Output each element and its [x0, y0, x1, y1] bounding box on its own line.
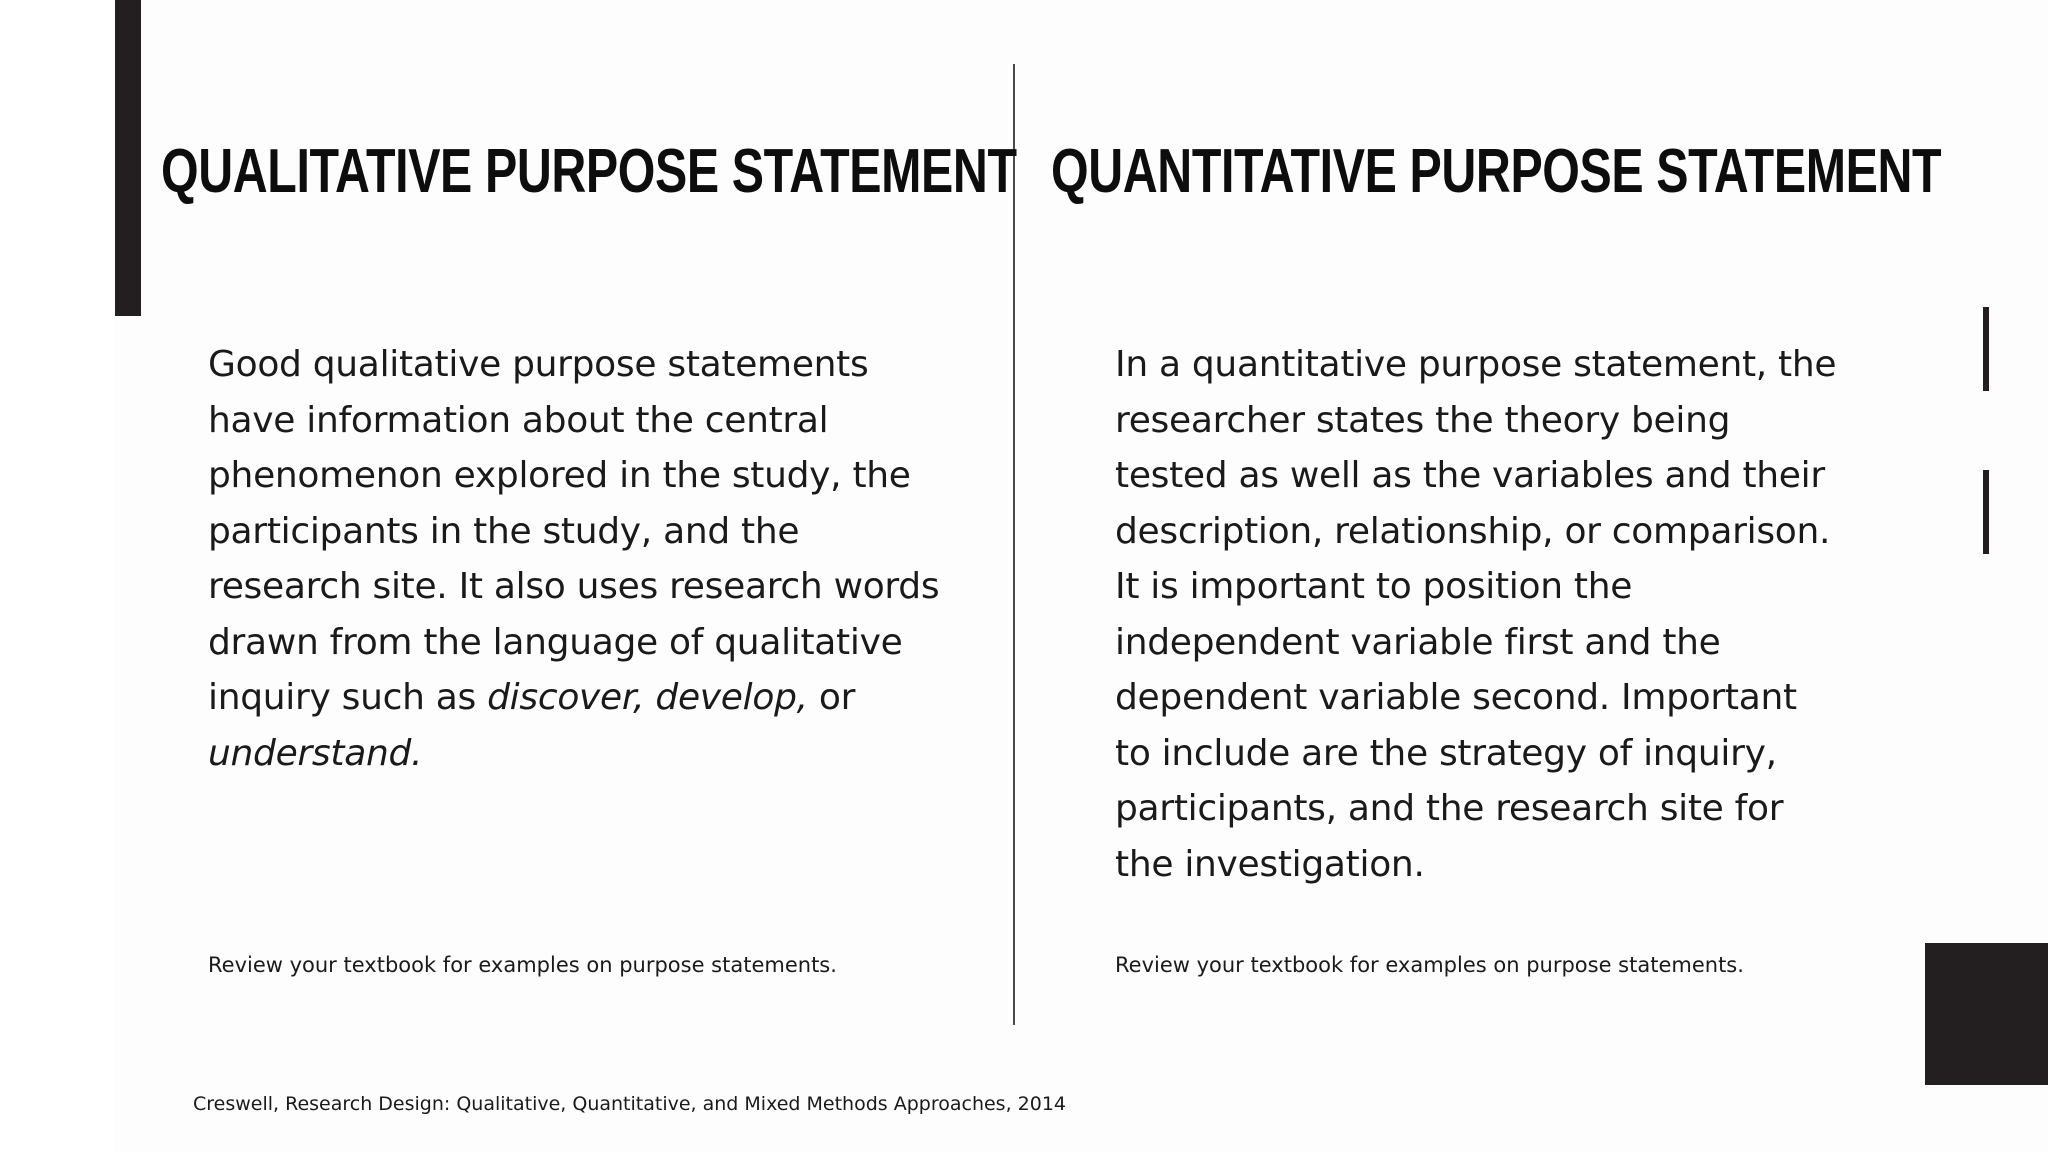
source-citation: Creswell, Research Design: Qualitative, Quantitative, and Mixed Methods Approaches, 2014 — [193, 1093, 1067, 1115]
qualitative-body-line — [208, 670, 968, 726]
qualitative-body-line: participants in the study, and the — [208, 510, 800, 552]
qualitative-line7-prefix: inquiry such as — [208, 677, 488, 718]
quantitative-body-line: In a quantitative purpose statement, the — [1115, 344, 1837, 385]
qualitative-body-line: research site. It also uses research words — [208, 566, 940, 607]
quantitative-body-line: tested as well as the variables and their — [1115, 455, 1825, 496]
qualitative-body — [208, 337, 968, 781]
quantitative-body-line: dependent variable second. Important — [1115, 677, 1797, 718]
quantitative-review-note: Review your textbook for examples on purpose statements. — [1115, 953, 1744, 977]
quantitative-body-line: the investigation. — [1115, 843, 1425, 885]
right-tick-mark-bottom — [1983, 470, 1989, 554]
qualitative-body-line: have information about the central — [208, 399, 829, 441]
qualitative-line7-suffix: or — [807, 677, 856, 718]
quantitative-body-line: to include are the strategy of inquiry, — [1115, 732, 1777, 774]
quantitative-body-line: independent variable first and the — [1115, 621, 1721, 663]
right-tick-mark-top — [1983, 307, 1989, 391]
qualitative-example-word-understand: understand. — [208, 732, 423, 774]
qualitative-review-note: Review your textbook for examples on purpose statements. — [208, 953, 837, 977]
qualitative-body-line: phenomenon explored in the study, the — [208, 455, 911, 496]
quantitative-body-line: researcher states the theory being — [1115, 399, 1731, 441]
quantitative-heading: QUANTITATIVE PURPOSE STATEMENT — [1051, 137, 1942, 206]
left-accent-bar — [115, 0, 141, 316]
quantitative-body — [1115, 337, 1875, 892]
bottom-right-accent-block — [1925, 943, 2048, 1085]
qualitative-body-line — [208, 726, 968, 782]
quantitative-body-line: participants, and the research site for — [1115, 788, 1784, 829]
qualitative-heading: QUALITATIVE PURPOSE STATEMENT — [161, 137, 1017, 206]
quantitative-body-line: It is important to position the — [1115, 566, 1633, 607]
qualitative-example-words: discover, develop, — [487, 677, 808, 718]
quantitative-body-line: description, relationship, or comparison. — [1115, 510, 1831, 552]
qualitative-body-line: drawn from the language of qualitative — [208, 621, 903, 663]
qualitative-body-line: Good qualitative purpose statements — [208, 344, 869, 385]
